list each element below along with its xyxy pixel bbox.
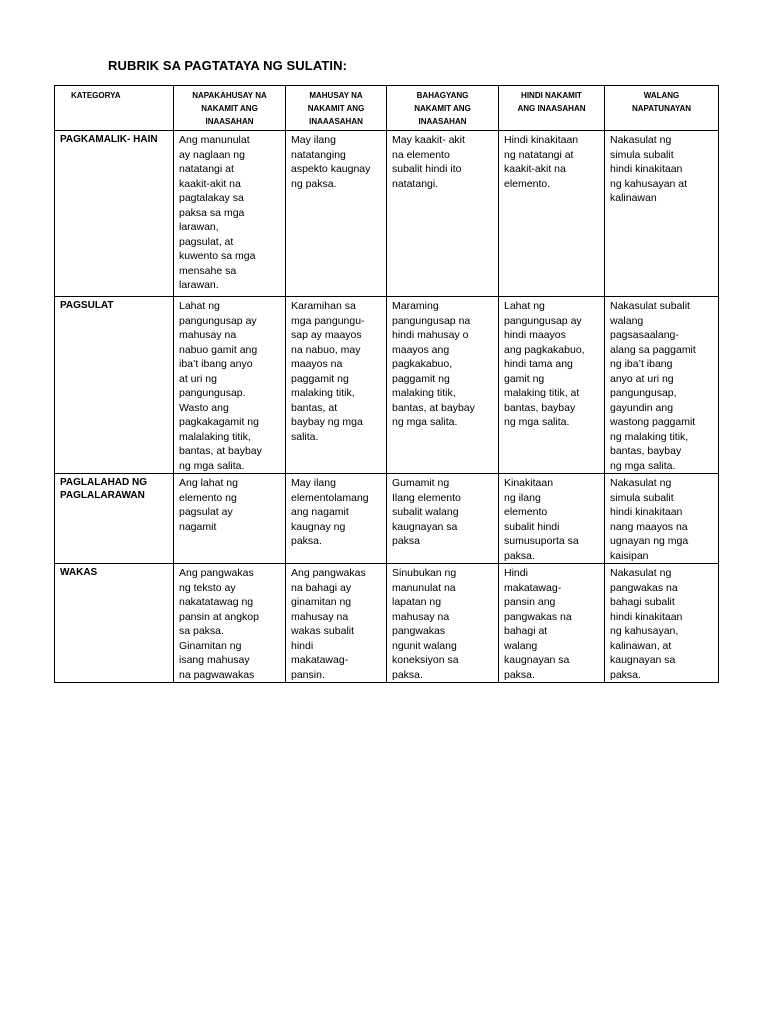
header-napakahusay: NAPAKAHUSAY NA NAKAMIT ANG INAASAHAN (174, 86, 286, 131)
header-kategorya: KATEGORYA (55, 86, 174, 131)
category-cell: PAGLALAHAD NG PAGLALARAWAN (55, 474, 174, 564)
table-row (55, 297, 719, 474)
rubric-cell: May ilang elementolamang ang nagamit kaugnay ng paksa. (286, 474, 387, 564)
rubric-cell: Karamihan sa mga pangungu- sap ay maayos na nabuo, may maayos na paggamit ng malaking titik, bantas, at baybay ng mga salita. (286, 297, 387, 474)
rubric-cell: Nakasulat ng pangwakas na bahagi subalit hindi kinakitaan ng kahusayan, kalinawan, at kaugnayan sa paksa. (605, 564, 719, 683)
rubric-cell: Sinubukan ng manunulat na lapatan ng mahusay na pangwakas ngunit walang koneksiyon sa paksa. (387, 564, 499, 683)
header-bahagyang: BAHAGYANG NAKAMIT ANG INAASAHAN (387, 86, 499, 131)
rubric-cell: May kaakit- akit na elemento subalit hindi ito natatangi. (387, 131, 499, 297)
header-mahusay: MAHUSAY NA NAKAMIT ANG INAAASAHAN (286, 86, 387, 131)
rubric-cell: Hindi makatawag- pansin ang pangwakas na bahagi at walang kaugnayan sa paksa. (499, 564, 605, 683)
rubric-cell: Hindi kinakitaan ng natatangi at kaakit-akit na elemento. (499, 131, 605, 297)
header-walang-napatunayan: WALANG NAPATUNAYAN (605, 86, 719, 131)
rubric-cell: Ang pangwakas na bahagi ay ginamitan ng mahusay na wakas subalit hindi makatawag- pansin. (286, 564, 387, 683)
rubric-cell: Maraming pangungusap na hindi mahusay o maayos ang pagkakabuo, paggamit ng malaking titik, bantas, at baybay ng mga salita. (387, 297, 499, 474)
rubric-cell: Ang pangwakas ng teksto ay nakatatawag ng pansin at angkop sa paksa. Ginamitan ng isang mahusay na pagwawakas (174, 564, 286, 683)
header-hindi-nakamit: HINDI NAKAMIT ANG INAASAHAN (499, 86, 605, 131)
rubric-table (54, 85, 719, 683)
rubric-cell: Lahat ng pangungusap ay hindi maayos ang pagkakabuo, hindi tama ang gamit ng malaking titik, at bantas, baybay ng mga salita. (499, 297, 605, 474)
table-row (55, 131, 719, 297)
category-cell: WAKAS (55, 564, 174, 683)
rubric-cell: May ilang natatanging aspekto kaugnay ng paksa. (286, 131, 387, 297)
table-row (55, 564, 719, 683)
category-cell: PAGSULAT (55, 297, 174, 474)
rubric-cell: Nakasulat subalit walang pagsasaalang- alang sa paggamit ng iba’t ibang anyo at uri ng pangungusap, gayundin ang wastong paggamit ng malaking titik, bantas, baybay ng mga salita. (605, 297, 719, 474)
rubric-cell: Ang manunulat ay naglaan ng natatangi at kaakit-akit na pagtalakay sa paksa sa mga larawan, pagsulat, at kuwento sa mga mensahe sa larawan. (174, 131, 286, 297)
document-title: RUBRIK SA PAGTATAYA NG SULATIN: (108, 58, 348, 73)
rubric-cell: Lahat ng pangungusap ay mahusay na nabuo gamit ang iba’t ibang anyo at uri ng pangungusap. Wasto ang pagkakagamit ng malalaking titik, bantas, at baybay ng mga salita. (174, 297, 286, 474)
rubric-cell: Kinakitaan ng ilang elemento subalit hindi sumusuporta sa paksa. (499, 474, 605, 564)
category-cell: PAGKAMALIK- HAIN (55, 131, 174, 297)
header-row (55, 86, 719, 131)
rubric-cell: Gumamit ng Ilang elemento subalit walang kaugnayan sa paksa (387, 474, 499, 564)
table-row (55, 474, 719, 564)
rubric-cell: Nakasulat ng simula subalit hindi kinakitaan ng kahusayan at kalinawan (605, 131, 719, 297)
rubric-cell: Ang lahat ng elemento ng pagsulat ay nagamit (174, 474, 286, 564)
rubric-cell: Nakasulat ng simula subalit hindi kinakitaan nang maayos na ugnayan ng mga kaisipan (605, 474, 719, 564)
